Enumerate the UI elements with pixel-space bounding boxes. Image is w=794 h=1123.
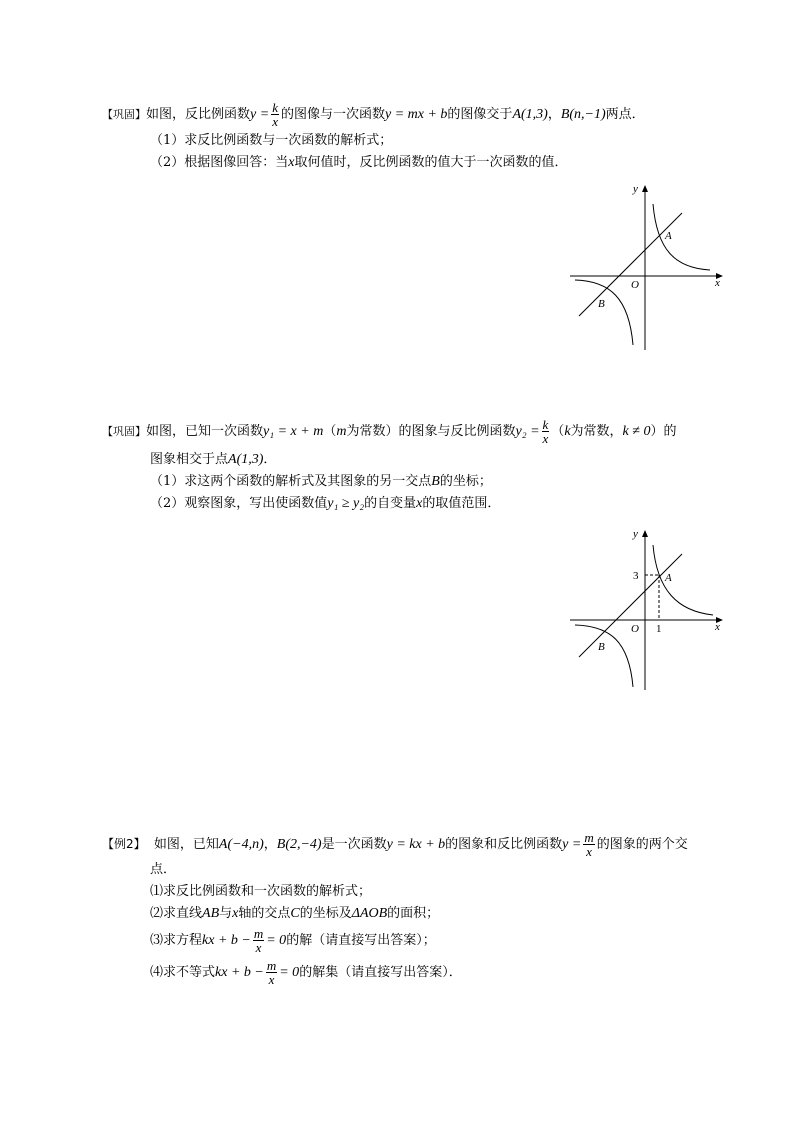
formula: y = mx + b <box>384 107 448 122</box>
problem-3 <box>102 829 752 989</box>
point-a: A(1,3) <box>512 107 548 122</box>
question-1: （1）求反比例函数与一次函数的解析式； <box>150 133 393 148</box>
question-3: ⑶求方程kx + b − $\frac{m}{x}$ = 0的解（请直接写出答案）； <box>150 926 436 955</box>
problem-tag: 【巩固】 <box>102 425 146 438</box>
text: 为常数）的图象与反比例函数 <box>346 424 516 439</box>
point-b: B(2,−4) <box>276 837 322 852</box>
text: 的图象的两个交 <box>596 837 688 852</box>
point-b: B(n,−1) <box>560 107 606 122</box>
point-a: A(−4,n) <box>218 837 264 852</box>
graph-2 <box>565 525 730 695</box>
tick-label-3: 3 <box>633 570 639 582</box>
problem-1 <box>102 100 752 174</box>
text: （ <box>551 424 565 439</box>
text: 为常数， <box>570 424 623 439</box>
formula: y = <box>562 837 582 852</box>
y-axis-label: y <box>633 183 638 195</box>
question-1: （1）求这两个函数的解析式及其图象的另一交点B的坐标； <box>150 474 492 489</box>
question-2: （2）观察图象，写出使函数值y₁ ≥ y₂的自变量x的取值范围． <box>150 496 501 511</box>
point-a-label: A <box>665 230 672 242</box>
text: 的图像与一次函数 <box>280 107 385 122</box>
text: 两点． <box>605 107 645 122</box>
text: 的图像交于 <box>447 107 513 122</box>
question-4: ⑷求不等式kx + b − $\frac{m}{x}$ = 0的解集（请直接写出答案）． <box>150 958 462 987</box>
text: ）的 <box>650 424 677 439</box>
text: 是一次函数 <box>321 837 387 852</box>
formula: y₂ = <box>515 424 540 439</box>
x-axis-label: x <box>715 277 720 289</box>
question-1: ⑴求反比例函数和一次函数的解析式； <box>150 884 372 899</box>
tick-label-1: 1 <box>656 623 662 635</box>
condition: k ≠ 0 <box>622 424 651 439</box>
point-a-label: A <box>665 572 672 584</box>
text: ， <box>263 837 277 852</box>
text: 如图，反比例函数 <box>146 107 251 122</box>
problem-tag: 【巩固】 <box>102 108 146 121</box>
text: （ <box>323 424 337 439</box>
question-2: （2）根据图像回答：当x取何值时，反比例函数的值大于一次函数的值． <box>150 155 568 170</box>
statement-line-2: 点． <box>150 862 177 877</box>
formula: y = kx + b <box>386 837 446 852</box>
fraction: $\frac{m}{x}$ <box>584 830 594 859</box>
problem-3-statement <box>102 829 752 859</box>
problem-2-statement <box>102 417 752 447</box>
statement-line-2: 图象相交于点A(1,3)． <box>150 452 277 467</box>
text: ， <box>547 107 561 122</box>
question-2: ⑵求直线AB与x轴的交点C的坐标及ΔAOB的面积； <box>150 906 440 921</box>
formula: y = <box>250 107 270 122</box>
y-axis-label: y <box>633 528 638 540</box>
fraction: $\frac{k}{x}$ <box>542 417 549 446</box>
text: 如图，已知一次函数 <box>146 424 264 439</box>
origin-label: O <box>631 279 639 291</box>
problem-2 <box>102 417 752 515</box>
problem-1-statement <box>102 100 752 130</box>
variable: k <box>564 424 571 439</box>
x-axis-label: x <box>715 621 720 633</box>
fraction: $\frac{k}{x}$ <box>272 100 278 129</box>
text: 的图象和反比例函数 <box>445 837 563 852</box>
point-b-label: B <box>598 641 605 653</box>
graph-1 <box>565 180 730 355</box>
variable: m <box>336 424 347 439</box>
fraction: $\frac{m}{x}$ <box>253 926 264 955</box>
point-b-label: B <box>598 298 605 310</box>
formula: y₁ = x + m <box>263 424 324 439</box>
fraction: $\frac{m}{x}$ <box>266 958 277 987</box>
problem-tag: 【例2】 <box>102 837 146 851</box>
origin-label: O <box>631 623 639 635</box>
text: 如图，已知 <box>153 837 219 852</box>
